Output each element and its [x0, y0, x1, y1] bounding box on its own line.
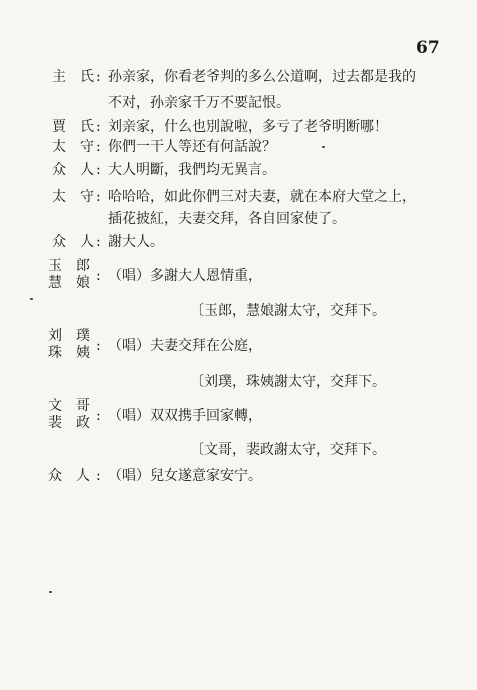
speaker-label: 主 氏 [52, 69, 94, 85]
speaker-label: 众 人 [48, 468, 90, 484]
dialogue-line: 哈哈哈，如此你們三对夫妻，就在本府大堂之上， [108, 189, 416, 205]
colon: : [96, 408, 101, 424]
speaker-label-bottom: 裴 政 [48, 415, 90, 431]
colon: : [96, 268, 101, 284]
speaker-label: 太 守 [52, 139, 94, 155]
speaker-label-top: 玉 郎 [48, 258, 90, 274]
colon: : [96, 139, 101, 155]
colon: : [96, 69, 101, 85]
colon: : [96, 468, 101, 484]
dialogue-line: （唱）兒女遂意家安宁。 [108, 468, 262, 484]
speaker-label: 太 守 [52, 189, 94, 205]
dialogue-line: 你們一干人等还有何話說？ [108, 139, 276, 155]
dialogue-line: 大人明斷，我們均无異言。 [108, 162, 276, 178]
colon: : [96, 162, 101, 178]
page-number: 67 [416, 38, 440, 58]
dialogue-line: （唱）多謝大人恩情重， [108, 268, 262, 284]
dialogue-line: 插花披紅，夫妻交拜，各自回家使了。 [108, 211, 346, 227]
dialogue-line: （唱）夫妻交拜在公庭， [108, 338, 262, 354]
colon: : [96, 119, 101, 135]
stage-direction: 〔刘璞，珠姨謝太守，交拜下。 [190, 374, 386, 390]
dialogue-line: 刘亲家，什么也別說啦，多亏了老爷明断哪！ [108, 119, 388, 135]
speaker-label-top: 文 哥 [48, 398, 90, 414]
colon: : [96, 338, 101, 354]
colon: : [96, 189, 101, 205]
ink-speck [322, 146, 325, 148]
ink-speck [30, 298, 33, 300]
dialogue-line: 不对，孙亲家千万不要記恨。 [108, 95, 290, 111]
ink-speck [49, 591, 52, 593]
speaker-label: 众 人 [52, 234, 94, 250]
speaker-label: 众 人 [52, 162, 94, 178]
colon: : [96, 234, 101, 250]
speaker-label-bottom: 慧 娘 [48, 275, 90, 291]
dialogue-line: 謝大人。 [108, 234, 164, 250]
speaker-label-bottom: 珠 姨 [48, 345, 90, 361]
stage-direction: 〔玉郎，慧娘謝太守，交拜下。 [190, 303, 386, 319]
speaker-label: 賈 氏 [52, 119, 94, 135]
dialogue-line: 孙亲家，你看老爷判的多么公道啊，过去都是我的 [108, 69, 416, 85]
dialogue-line: （唱）双双携手回家轉， [108, 408, 262, 424]
stage-direction: 〔文哥，裴政謝太守，交拜下。 [190, 442, 386, 458]
speaker-label-top: 刘 璞 [48, 328, 90, 344]
